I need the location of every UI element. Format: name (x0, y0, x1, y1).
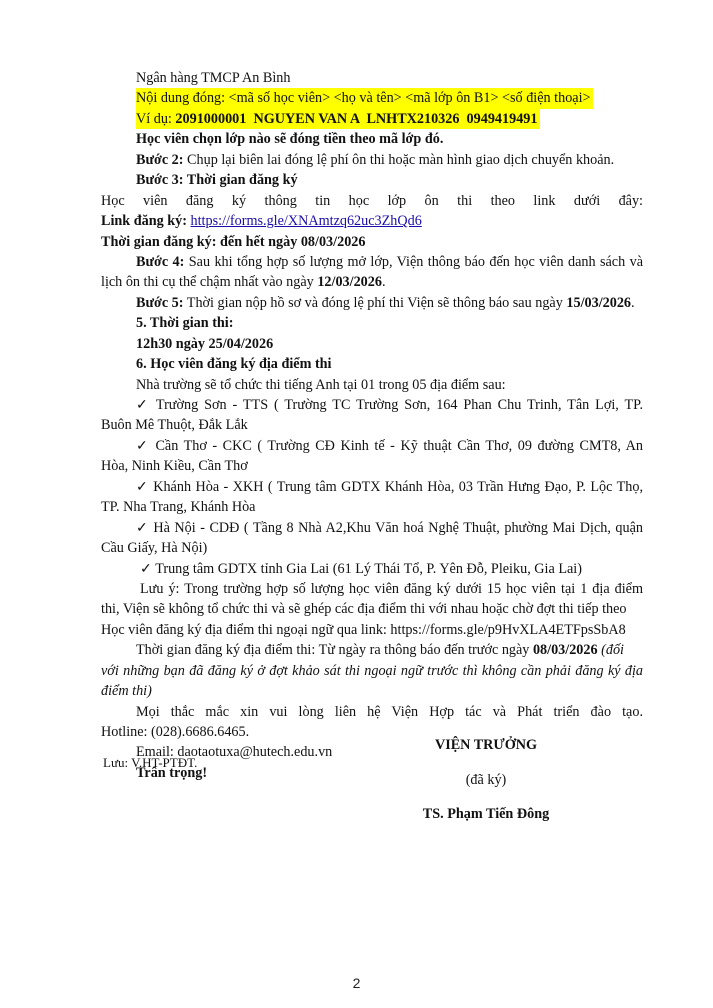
step-4-line-1: Bước 4: Sau khi tổng hợp số lượng mở lớp, Viện thông báo đến học viên danh sách và (136, 253, 643, 270)
step-3-instruction: Học viên đăng ký thông tin học lớp ôn thi theo link dưới đây: (101, 192, 643, 209)
registration-deadline: Thời gian đăng ký: đến hết ngày 08/03/2026 (101, 233, 366, 250)
check-icon: ✓ (136, 437, 150, 454)
page-number: 2 (352, 975, 361, 991)
highlight-payment-example: Ví dụ: 2091000001 NGUYEN VAN A LNHTX210326 0949419491 (136, 109, 540, 129)
check-icon: ✓ (140, 560, 152, 577)
class-payment-note: Học viên chọn lớp nào sẽ đóng tiền theo mã lớp đó. (136, 131, 444, 148)
signed-note: (đã ký) (465, 772, 507, 788)
step-2: Bước 2: Chụp lại biên lai đóng lệ phí ôn thi hoặc màn hình giao dịch chuyển khoản. (136, 151, 615, 168)
contact-line: Mọi thắc mắc xin vui lòng liên hệ Viện Hợp tác và Phát triển đào tạo. (136, 703, 643, 720)
step-4-line-2: lịch ôn thi cụ thể chậm nhất vào ngày 12/03/2026. (101, 274, 386, 291)
section-5-title: 5. Thời gian thi: (136, 315, 234, 332)
location-4-line-1: ✓ Hà Nội - CDĐ ( Tầng 8 Nhà A2,Khu Văn hoá Nghệ Thuật, phường Mai Dịch, quận (136, 519, 644, 536)
archive-note: Lưu: V.HT-PTĐT. (103, 755, 198, 770)
closing: Trân trọng! (136, 764, 208, 781)
payment-content-line (101, 88, 643, 108)
hotline: Hotline: (028).6686.6465. (101, 724, 250, 740)
location-registration-link[interactable]: Học viên đăng ký địa điểm thi ngoại ngữ qua link: https://forms.gle/p9HvXLA4ETFpsSbA8 (101, 621, 626, 638)
step-5: Bước 5: Thời gian nộp hồ sơ và đóng lệ phí thi Viện sẽ thông báo sau ngày 15/03/2026. (136, 294, 635, 311)
document-page (101, 68, 643, 783)
signer-title: VIỆN TRƯỞNG (434, 737, 538, 753)
check-icon: ✓ (136, 397, 151, 413)
highlight-payment-format: Nội dung đóng: <mã số học viên> <họ và tên> <mã lớp ôn B1> <số điện thoại> (136, 88, 593, 108)
location-reg-time-line-2: với những bạn đã đăng ký ở đợt khảo sát thi ngoại ngữ trước thì không cần phải đăng ký địa (101, 662, 643, 679)
location-4-line-2: Cầu Giấy, Hà Nội) (101, 540, 208, 557)
location-5: ✓ Trung tâm GDTX tỉnh Gia Lai (61 Lý Thái Tổ, P. Yên Đỗ, Pleiku, Gia Lai) (140, 560, 582, 577)
location-3-line-2: TP. Nha Trang, Khánh Hòa (101, 499, 256, 516)
note-line-2: thi, Viện sẽ không tổ chức thi và sẽ ghép các địa điểm thi với nhau hoặc chờ đợt thi tiếp theo (101, 601, 627, 618)
note-line-1: Lưu ý: Trong trường hợp số lượng học viên đăng ký dưới 15 học viên tại 1 địa điểm (140, 580, 643, 597)
registration-link-line: Link đăng ký: https://forms.gle/XNAmtzq62uc3ZhQd6 (101, 213, 422, 230)
registration-link[interactable]: https://forms.gle/XNAmtzq62uc3ZhQd6 (190, 213, 422, 230)
location-1-line-1: ✓ Trường Sơn - TTS ( Trường TC Trường Sơn, 164 Phan Chu Trinh, Tân Lợi, TP. (136, 397, 643, 413)
locations-intro: Nhà trường sẽ tổ chức thi tiếng Anh tại 01 trong 05 địa điểm sau: (136, 376, 506, 393)
payment-example-line (101, 109, 643, 129)
check-icon: ✓ (136, 519, 149, 536)
location-2-line-2: Hòa, Ninh Kiều, Cần Thơ (101, 458, 248, 475)
step-3-heading: Bước 3: Thời gian đăng ký (136, 172, 298, 189)
exam-time: 12h30 ngày 25/04/2026 (136, 335, 274, 352)
email: Email: daotaotuxa@hutech.edu.vn (136, 744, 333, 761)
bank-name: Ngân hàng TMCP An Bình (136, 70, 291, 86)
signer-name: TS. Phạm Tiến Đông (422, 806, 550, 822)
location-3-line-1: ✓ Khánh Hòa - XKH ( Trung tâm GDTX Khánh Hòa, 03 Trần Hưng Đạo, P. Lộc Thọ, (136, 478, 643, 495)
location-reg-time-line-1: Thời gian đăng ký địa điểm thi: Từ ngày ra thông báo đến trước ngày 08/03/2026 (đối (136, 642, 624, 659)
section-6-title: 6. Học viên đăng ký địa điểm thi (136, 356, 332, 373)
location-1-line-2: Buôn Mê Thuột, Đắk Lắk (101, 417, 248, 434)
location-reg-time-line-3: điểm thi) (101, 683, 152, 700)
location-2-line-1: ✓ Cần Thơ - CKC ( Trường CĐ Kinh tế - Kỹ thuật Cần Thơ, 09 đường CMT8, An (136, 437, 643, 454)
check-icon: ✓ (136, 478, 149, 495)
